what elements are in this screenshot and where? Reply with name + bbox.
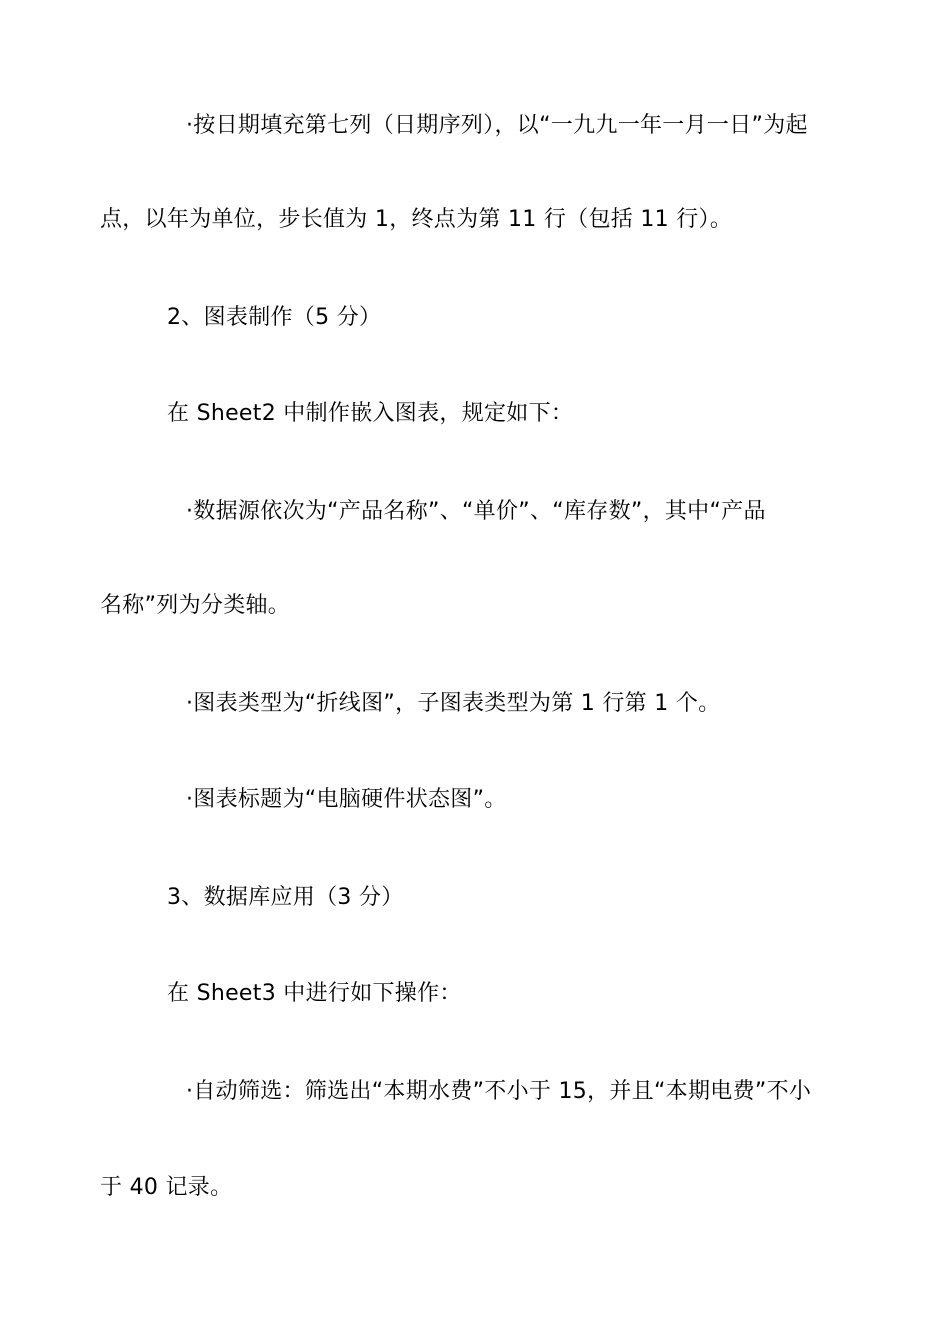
section-heading-database: 3、数据库应用（3 分） bbox=[167, 885, 404, 910]
section-heading-chart: 2、图表制作（5 分） bbox=[167, 305, 382, 330]
paragraph-line-autofilter-2: 于 40 记录。 bbox=[100, 1175, 233, 1200]
paragraph-line-chart-type: ·图表类型为“折线图”，子图表类型为第 1 行第 1 个。 bbox=[186, 691, 721, 716]
paragraph-line-datasource-1: ·数据源依次为“产品名称”、“单价”、“库存数”，其中“产品 bbox=[186, 499, 766, 524]
paragraph-line-sheet2-intro: 在 Sheet2 中制作嵌入图表，规定如下： bbox=[167, 401, 574, 426]
paragraph-line-sheet3-intro: 在 Sheet3 中进行如下操作： bbox=[167, 981, 462, 1006]
paragraph-line-autofilter-1: ·自动筛选：筛选出“本期水费”不小于 15，并且“本期电费”不小 bbox=[186, 1079, 812, 1104]
paragraph-line-date-fill-2: 点，以年为单位，步长值为 1，终点为第 11 行（包括 11 行）。 bbox=[100, 207, 733, 232]
paragraph-line-datasource-2: 名称”列为分类轴。 bbox=[100, 593, 291, 618]
paragraph-line-date-fill-1: ·按日期填充第七列（日期序列），以“一九九一年一月一日”为起 bbox=[186, 113, 808, 138]
paragraph-line-chart-title: ·图表标题为“电脑硬件状态图”。 bbox=[186, 787, 507, 812]
